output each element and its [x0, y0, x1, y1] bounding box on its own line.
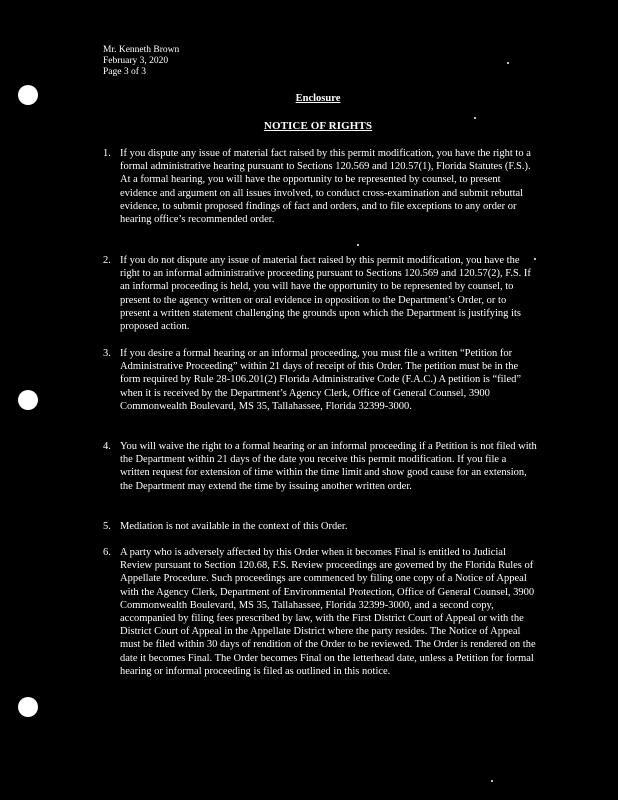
scan-speck [507, 62, 509, 64]
punch-hole [18, 697, 38, 717]
item-number: 4. [103, 441, 111, 452]
enclosure-heading: Enclosure [295, 93, 341, 104]
scan-speck [474, 117, 476, 119]
scan-speck [357, 244, 359, 246]
item-text: If you desire a formal hearing or an informal proceeding, you must file a written “Petition for Administrative Proceeding” within 21 days of receipt of this Order. The petition must be in the form required by Rule 28-106.201(2) Florida Administrative Code (F.A.C.) A petition is “filed” when it is received by the Department’s Agency Clerk, Office of General Counsel, 3900 Commonwealth Boulevard, MS 35, Tallahassee, Florida 32399-3000. [120, 348, 522, 412]
item-number: 2. [103, 255, 111, 266]
item-number: 3. [103, 348, 111, 359]
letter-date: February 3, 2020 [103, 56, 169, 66]
page-number: Page 3 of 3 [103, 67, 147, 77]
letter-header [103, 45, 179, 78]
recipient-name: Mr. Kenneth Brown [103, 45, 180, 55]
item-text: You will waive the right to a formal hearing or an informal proceeding if a Petition is not filed with the Department within 21 days of the date you receive this permit modification. If you file a written request for extension of time within the time limit and show good cause for an extension, the Department may extend the time by issuing another written order. [120, 441, 537, 492]
item-text: If you dispute any issue of material fact raised by this permit modification, you have the right to a formal administrative hearing pursuant to Sections 120.569 and 120.57(1), Florida Statutes (F.S.). At a formal hearing, you will have the opportunity to be represented by counsel, to present evidence and argument on all issues involved, to conduct cross-examination and submit rebuttal evidence, to submit proposed findings of fact and orders, and to file exceptions to any order or hearing office’s recommended order. [120, 148, 531, 226]
item-text: A party who is adversely affected by this Order when it becomes Final is entitled to Judicial Review pursuant to Section 120.68, F.S. Review proceedings are governed by the Florida Rules of Appellate Procedure. Such proceedings are commenced by filing one copy of a Notice of Appeal with the Agency Clerk, Department of Environmental Protection, Office of General Counsel, 3900 Commonwealth Boulevard, MS 35, Tallahassee, Florida 32399-3000, and a second copy, accompanied by filing fees prescribed by law, with the First District Court of Appeal or with the District Court of Appeal in the Appellate District where the party resides. The Notice of Appeal must be filed within 30 days of rendition of the Order to be reviewed. The Order is rendered on the date it becomes Final. The Order becomes Final on the letterhead date, unless a Petition for formal hearing or informal proceeding is filed as outlined in this notice. [120, 547, 536, 677]
item-text: If you do not dispute any issue of material fact raised by this permit modification, you have the right to an informal administrative proceeding pursuant to Sections 120.569 and 120.57(2), F.S. If an informal proceeding is held, you will have the opportunity to be represented by counsel, to present to the agency written or oral evidence in opposition to the Department’s Order, or to present a written statement challenging the grounds upon which the Department is justifying its proposed action. [120, 255, 531, 333]
notice-title: NOTICE OF RIGHTS [263, 120, 373, 132]
item-number: 1. [103, 148, 111, 159]
item-number: 5. [103, 521, 111, 532]
scan-speck [491, 780, 493, 782]
item-text: Mediation is not available in the context of this Order. [120, 521, 348, 532]
item-number: 6. [103, 547, 111, 558]
punch-hole [18, 390, 38, 410]
